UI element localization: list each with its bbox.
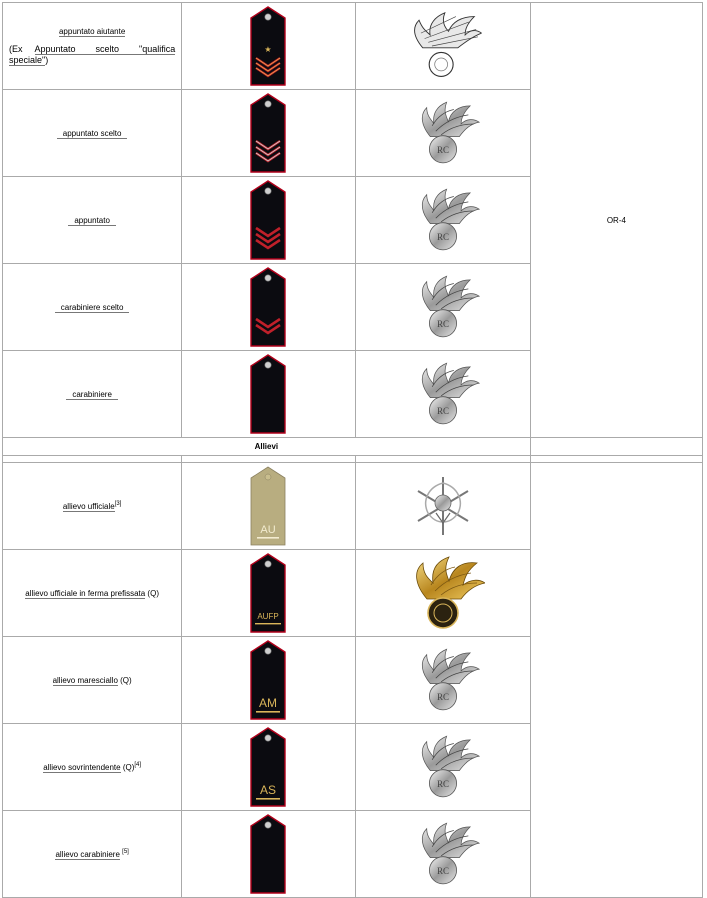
rank-name-cell bbox=[3, 264, 182, 351]
shoulder-board-2-chevrons-icon bbox=[250, 267, 286, 347]
board-label: AU bbox=[260, 524, 277, 536]
board-label: AS bbox=[260, 783, 277, 797]
empty-cell bbox=[3, 456, 182, 463]
rank-name-cell bbox=[3, 811, 182, 898]
grenade-silver-flame-icon bbox=[399, 11, 487, 81]
rank-link-allievo-sovrintendente[interactable]: allievo sovrintendente bbox=[43, 762, 121, 772]
rank-link-allievo-carabiniere[interactable]: allievo carabiniere bbox=[55, 849, 120, 859]
shoulder-board-star-3-chevrons-icon bbox=[250, 6, 286, 86]
academy-emblem-icon bbox=[408, 473, 478, 539]
badge-cell bbox=[355, 724, 530, 811]
rank-link-appuntato-scelto-qs[interactable]: Appuntato scelto "qualifica speciale" bbox=[9, 44, 176, 65]
empty-cell bbox=[355, 456, 530, 463]
rank-link-allievo-ufficiale-fp[interactable]: allievo ufficiale in ferma prefissata bbox=[25, 588, 146, 598]
insignia-cell bbox=[182, 724, 355, 811]
rank-name-cell bbox=[3, 463, 182, 550]
rank-name-cell bbox=[3, 177, 182, 264]
grenade-flame-icon bbox=[405, 270, 481, 344]
rank-name-cell bbox=[3, 550, 182, 637]
rank-link-carabiniere-scelto[interactable]: carabiniere scelto bbox=[55, 303, 130, 313]
insignia-cell bbox=[182, 264, 355, 351]
rank-note bbox=[3, 44, 181, 66]
shoulder-board-plain-icon bbox=[250, 354, 286, 434]
insignia-cell bbox=[182, 3, 355, 90]
badge-cell bbox=[355, 811, 530, 898]
rank-link-appuntato[interactable]: appuntato bbox=[68, 216, 116, 226]
badge-cell bbox=[355, 3, 530, 90]
nato-code: OR-4 bbox=[606, 215, 626, 225]
shoulder-board-3-chevrons-silver-icon bbox=[250, 93, 286, 173]
badge-cell bbox=[355, 351, 530, 438]
rank-link-appuntato-aiutante[interactable]: appuntato aiutante bbox=[58, 27, 126, 36]
note-prefix: (Ex bbox=[9, 44, 23, 54]
rank-qualifier: (Q) bbox=[117, 675, 132, 685]
empty-cell bbox=[182, 456, 355, 463]
spacer-row bbox=[3, 456, 703, 463]
table-row bbox=[3, 3, 703, 90]
section-header-row bbox=[3, 438, 703, 456]
rank-qualifier: (Q) bbox=[145, 588, 159, 598]
grenade-flame-icon bbox=[405, 357, 481, 431]
rank-name-cell bbox=[3, 351, 182, 438]
empty-cell bbox=[530, 463, 702, 898]
footnote-ref[interactable]: [5] bbox=[122, 848, 129, 855]
insignia-cell bbox=[182, 463, 355, 550]
shoulder-board-3-chevrons-red-icon bbox=[250, 180, 286, 260]
insignia-cell bbox=[182, 550, 355, 637]
grenade-flame-icon bbox=[405, 96, 481, 170]
badge-cell bbox=[355, 90, 530, 177]
rank-link-carabiniere[interactable]: carabiniere bbox=[66, 390, 118, 400]
insignia-cell bbox=[182, 351, 355, 438]
shoulder-board-as-icon bbox=[250, 727, 286, 807]
rank-link-allievo-maresciallo[interactable]: allievo maresciallo bbox=[52, 675, 118, 685]
rank-name-cell bbox=[3, 637, 182, 724]
section-header: Allievi bbox=[3, 438, 531, 456]
grenade-flame-icon bbox=[405, 183, 481, 257]
badge-cell bbox=[355, 177, 530, 264]
nato-code-cell bbox=[530, 3, 702, 438]
insignia-cell bbox=[182, 177, 355, 264]
grenade-flame-icon bbox=[405, 730, 481, 804]
shoulder-board-aufp-icon bbox=[250, 553, 286, 633]
shoulder-board-plain-icon bbox=[250, 814, 286, 894]
table-row bbox=[3, 463, 703, 550]
rank-link-appuntato-scelto[interactable]: appuntato scelto bbox=[57, 129, 128, 139]
badge-cell bbox=[355, 264, 530, 351]
rank-link-allievo-ufficiale[interactable]: allievo ufficiale bbox=[62, 501, 115, 511]
board-label: AUFP bbox=[257, 612, 280, 621]
note-suffix: ) bbox=[45, 55, 49, 65]
insignia-cell bbox=[182, 90, 355, 177]
badge-cell bbox=[355, 463, 530, 550]
insignia-cell bbox=[182, 811, 355, 898]
rank-qualifier: (Q) bbox=[120, 762, 135, 772]
footnote-ref[interactable]: [3] bbox=[114, 500, 122, 507]
shoulder-board-am-icon bbox=[250, 640, 286, 720]
rank-table bbox=[2, 2, 703, 898]
grenade-flame-icon bbox=[405, 817, 481, 891]
svg-text:★: ★ bbox=[264, 45, 272, 54]
grenade-gold-flame-icon bbox=[401, 554, 485, 632]
rank-name-cell bbox=[3, 3, 182, 90]
insignia-cell bbox=[182, 637, 355, 724]
board-label: AM bbox=[259, 696, 278, 710]
grenade-flame-icon bbox=[405, 643, 481, 717]
empty-cell bbox=[530, 438, 702, 456]
empty-cell bbox=[530, 456, 702, 463]
footnote-ref[interactable]: [4] bbox=[134, 761, 142, 768]
rank-name-cell bbox=[3, 90, 182, 177]
shoulder-board-au-icon bbox=[250, 466, 286, 546]
rank-name-cell bbox=[3, 724, 182, 811]
badge-cell bbox=[355, 637, 530, 724]
badge-cell bbox=[355, 550, 530, 637]
